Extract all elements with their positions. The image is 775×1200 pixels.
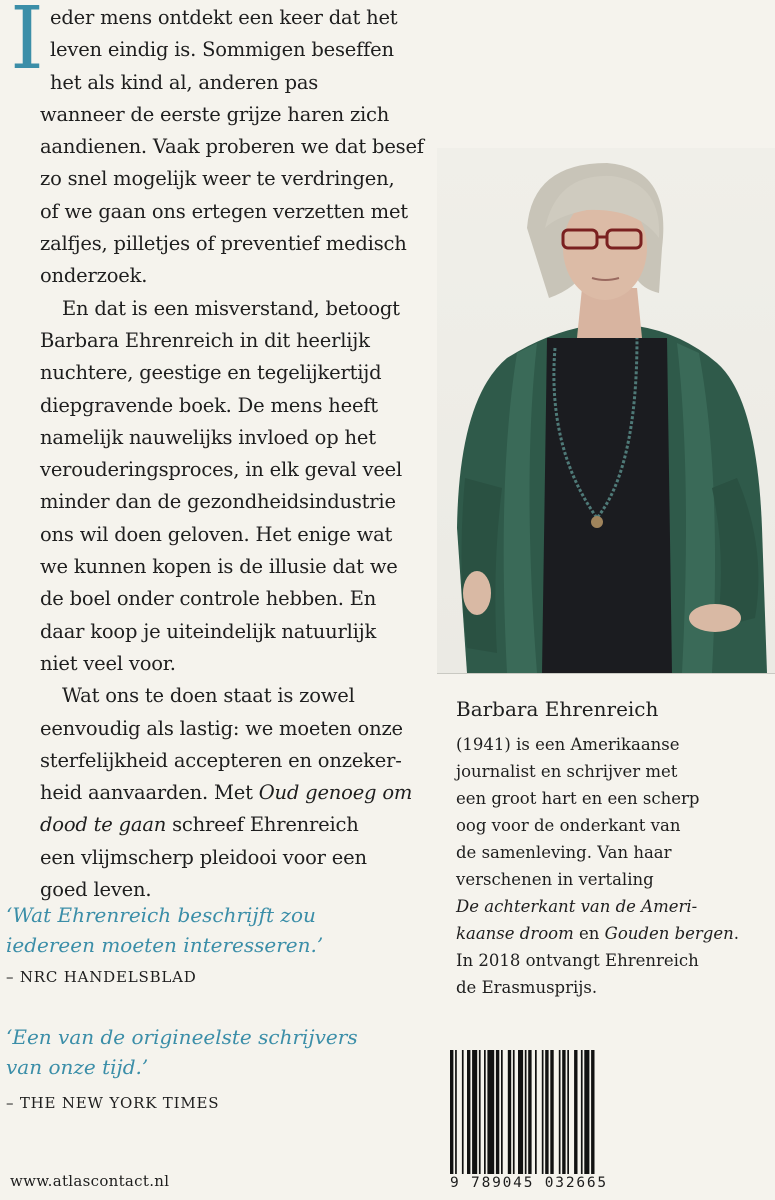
text-line: of we gaan ons ertegen verzetten met: [40, 199, 408, 223]
text-line: eenvoudig als lastig: we moeten onze: [40, 716, 403, 740]
book-title: kaanse droom: [456, 924, 574, 943]
text-line: [40, 809, 424, 841]
text-line: [40, 777, 424, 809]
press-quote: [6, 1022, 358, 1082]
author-name: Barbara Ehrenreich: [456, 697, 659, 721]
barcode-bar: [455, 1050, 457, 1185]
barcode-bar: [550, 1050, 553, 1185]
barcode-bar: [508, 1050, 511, 1185]
text-line: minder dan de gezondheidsindustrie: [40, 490, 396, 514]
bio-line: (1941) is een Amerikaanse: [456, 735, 680, 754]
bio-line: [456, 893, 739, 920]
publisher-website[interactable]: www.atlascontact.nl: [10, 1172, 170, 1190]
barcode-bar: [472, 1050, 477, 1185]
barcode-bar: [513, 1050, 515, 1185]
book-title: De achterkant van de Ameri-: [456, 897, 698, 916]
barcode-bar: [496, 1050, 499, 1185]
text-line: een vlijmscherp pleidooi voor een: [40, 845, 367, 869]
barcode-bar: [479, 1050, 481, 1185]
isbn-digits: 9 789045 032665: [450, 1174, 628, 1192]
text-line: niet veel voor.: [40, 651, 176, 675]
book-title: Oud genoeg om: [258, 781, 413, 805]
barcode-bar: [535, 1050, 537, 1185]
barcode-bar: [562, 1050, 565, 1185]
barcode-bar: [545, 1050, 548, 1185]
barcode-bar: [559, 1050, 561, 1185]
text-line: onderzoek.: [40, 264, 148, 288]
author-photo: [437, 148, 775, 673]
text-line: ons wil doen geloven. Het enige wat: [40, 522, 393, 546]
barcode-bar: [591, 1050, 594, 1185]
text-line: daar koop je uiteindelijk natuurlijk: [40, 619, 377, 643]
barcode-bar: [487, 1050, 494, 1185]
bio-line: de Erasmusprijs.: [456, 978, 598, 997]
text-line: leven eindig is. Sommigen beseffen: [50, 38, 394, 62]
text-span: schreef Ehrenreich: [166, 813, 359, 837]
text-line: zalfjes, pilletjes of preventief medisch: [40, 232, 407, 256]
text-span: .: [733, 924, 739, 943]
bio-line: journalist en schrijver met: [456, 762, 678, 781]
bio-line: In 2018 ontvangt Ehrenreich: [456, 951, 699, 970]
text-line: zo snel mogelijk weer te verdringen,: [40, 167, 395, 191]
author-portrait-illustration: [437, 148, 775, 673]
quote-line: ‘Een van de origineelste schrijvers: [6, 1025, 358, 1049]
barcode-bar: [518, 1050, 523, 1185]
text-line: verouderingsproces, in elk geval veel: [40, 458, 403, 482]
quote-line: iedereen moeten interesseren.’: [6, 933, 324, 957]
quote-source: – THE NEW YORK TIMES: [6, 1094, 220, 1112]
barcode-bar: [484, 1050, 486, 1185]
barcode-bar: [574, 1050, 577, 1185]
quote-line: van onze tijd.’: [6, 1055, 149, 1079]
paragraph-intro: [10, 0, 424, 906]
text-line: eder mens ontdekt een keer dat het: [50, 6, 398, 29]
text-span: en: [573, 924, 605, 943]
quote-source: – NRC HANDELSBLAD: [6, 968, 197, 986]
barcode-bar: [584, 1050, 589, 1185]
barcode-bar: [528, 1050, 531, 1185]
text-span: heid aanvaarden. Met: [40, 781, 259, 805]
text-line: namelijk nauwelijks invloed op het: [40, 425, 376, 449]
text-line: het als kind al, anderen pas: [50, 70, 319, 94]
quote-line: ‘Wat Ehrenreich beschrijft zou: [6, 903, 316, 927]
bio-line: [456, 920, 739, 947]
barcode-bar: [567, 1050, 569, 1185]
text-line: diepgravende boek. De mens heeft: [40, 393, 378, 417]
text-line: aandienen. Vaak proberen we dat besef: [40, 135, 424, 159]
text-line: wanneer de eerste grijze haren zich: [40, 102, 390, 126]
author-bio: [456, 731, 739, 1001]
barcode-bar: [525, 1050, 527, 1185]
book-title: Gouden bergen: [604, 924, 734, 943]
text-line: nuchtere, geestige en tegelijkertijd: [40, 361, 382, 385]
text-line: de boel onder controle hebben. En: [40, 587, 377, 611]
barcode-bar: [462, 1050, 464, 1185]
divider: [437, 673, 775, 674]
barcode-bar: [501, 1050, 503, 1185]
barcode-bar: [467, 1050, 470, 1185]
press-quote: [6, 900, 323, 960]
text-line: we kunnen kopen is de illusie dat we: [40, 555, 398, 579]
bio-line: de samenleving. Van haar: [456, 843, 672, 862]
text-line: sterfelijkheid accepteren en onzeker-: [40, 748, 402, 772]
book-title: dood te gaan: [40, 813, 167, 837]
bio-line: verschenen in vertaling: [456, 870, 654, 889]
barcode-bar: [450, 1050, 453, 1185]
bio-line: een groot hart en een scherp: [456, 789, 700, 808]
isbn-barcode: [450, 1050, 628, 1185]
text-line: Barbara Ehrenreich in dit heerlijk: [40, 328, 370, 352]
bio-line: oog voor de onderkant van: [456, 816, 681, 835]
text-line: En dat is een misverstand, betoogt: [62, 296, 400, 320]
barcode-bar: [581, 1050, 583, 1185]
text-line: goed leven.: [40, 878, 152, 902]
text-line: Wat ons te doen staat is zowel: [62, 684, 355, 708]
drop-cap: I: [10, 0, 44, 89]
barcode-bar: [542, 1050, 544, 1185]
